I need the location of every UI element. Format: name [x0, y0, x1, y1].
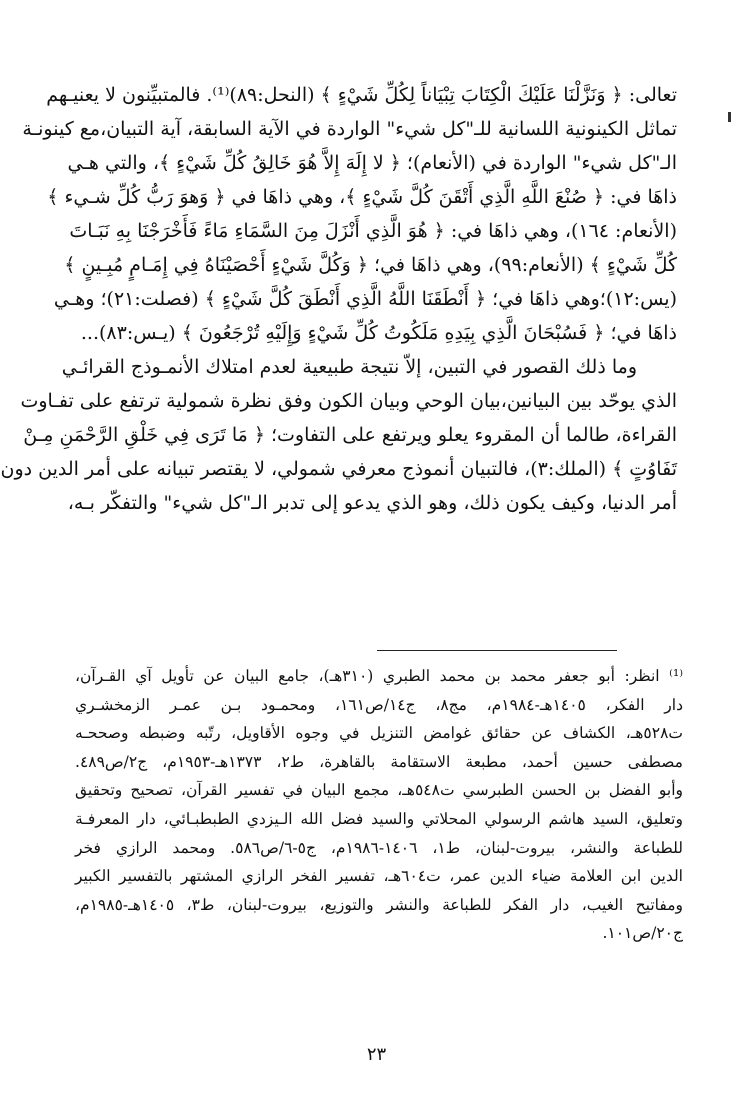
text-line: الذي يوحّد بين البيانين،بيان الوحي وبيان الكون وفق نظرة شمولية ترتفع على تفـاوت: [20, 390, 677, 412]
text-line: كُلِّ شَيْءٍ ﴾ (الأنعام:٩٩)، وهي ذاهَا في؛ ﴿ وَكُلَّ شَيْءٍ أَحْصَيْنَاهُ فِي إِمَـامٍ مُبِـينٍ ﴾: [64, 254, 677, 276]
text-line: تماثل الكينونية اللسانية للـ"كل شيء" الواردة في الآية السابقة، آية التبيان،مع كينونـة: [22, 118, 677, 140]
page-number: ٢٣: [366, 1044, 387, 1065]
footnote-line: الدين ابن العلامة ضياء الدين عمر، ت٦٠٤هـ، تفسير الفخر الرازي المشتهر بالتفسير الكبير: [75, 867, 683, 886]
footnote-line: ت٥٢٨هـ، الكشاف عن حقائق غوامض التنزيل في وجوه الأقاويل، رتّبه وضبطه وصححـه: [75, 724, 683, 743]
text-line: الـ"كل شيء" الواردة في (الأنعام)؛ ﴿ لا إِلَهَ إِلاَّ هُوَ خَالِقُ كُلِّ شَيْءٍ ﴾، والتي هـي: [67, 152, 677, 174]
footnote-line: ج٢٠/ص١٠١.: [602, 924, 683, 943]
footnote-line: ومفاتيح الغيب، دار الفكر للطباعة والنشر والتوزيع، بيروت-لبنان، ط٣، ١٤٠٥هـ-١٩٨٥م،: [75, 895, 683, 914]
footnote-line: للطباعة والنشر، بيروت-لبنان، ط١، ١٤٠٦-١٩٨٦م، ج٥-٦/ص٥٨٦. ومحمد الرازي فخر: [75, 838, 683, 857]
text-line: أمر الدنيا، وكيف يكون ذلك، وهو الذي يدعو إلى تدبر الـ"كل شيء" والتفكّر بـه،: [67, 492, 677, 514]
footnote-line: وأبو الفضل بن الحسن الطبرسي ت٥٤٨هـ، مجمع البيان في تفسير القرآن، تصحيح وتحقيق: [75, 781, 683, 800]
text-line: (يس:١٢)؛وهي ذاهَا في؛ ﴿ أَنْطَقَنَا اللَّهُ الَّذِي أَنْطَقَ كُلَّ شَيْءٍ ﴾ (فصلت:٢١)؛ وهـي: [53, 288, 677, 310]
text-line: تعالى: ﴿ وَنَزَّلْنَا عَلَيْكَ الْكِتَابَ تِبْيَاناً لِكُلِّ شَيْءٍ ﴾ (النحل:٨٩)⁽¹⁾. فالمتبيِّنون لا يعنيـهم: [46, 84, 677, 106]
text-line: تَفَاوُتٍ ﴾ (الملك:٣)، فالتبيان أنموذج معرفي شمولي، لا يقتصر تبيانه على أمر الدين دون: [0, 458, 677, 480]
margin-mark: [728, 112, 731, 122]
text-line: ذاهَا في؛ ﴿ فَسُبْحَانَ الَّذِي بِيَدِهِ مَلَكُوتُ كُلِّ شَيْءٍ وَإِلَيْهِ تُرْجَعُونَ ﴾ (يـس:٨٣)...: [80, 322, 677, 344]
text-line: (الأنعام: ١٦٤)، وهي ذاهَا في: ﴿ هُوَ الَّذِي أَنْزَلَ مِنَ السَّمَاءِ مَاءً فَأَخْرَجْنَا بِهِ نَبَـاتَ: [69, 220, 677, 242]
footnote-line: مصطفى حسين أحمد، مطبعة الاستقامة بالقاهرة، ط٢، ١٣٧٣هـ-١٩٥٣م، ج٢/ص٤٨٩.: [75, 752, 683, 771]
main-text: [0, 78, 677, 520]
footnote-separator: [377, 650, 617, 651]
footnote-line: دار الفكر، ١٤٠٥هـ-١٩٨٤م، مج٨، ج١٤/ص١٦١، ومحمـود بـن عمـر الزمخشـري: [75, 695, 683, 714]
footnote: [75, 662, 683, 948]
text-line: وما ذلك القصور في التبين، إلاّ نتيجة طبيعية لعدم امتلاك الأنمـوذج القرائـي: [61, 356, 637, 378]
footnote-line: ⁽¹⁾ انظر: أبو جعفر محمد بن محمد الطبري (٣١٠هـ)، جامع البيان عن تأويل آي القـرآن،: [75, 667, 683, 685]
footnote-line: وتعليق، السيد هاشم الرسولي المحلاتي والسيد فضل الله الـيزدي الطبطبـائي، دار المعرفـة: [75, 809, 683, 828]
text-line: ذاهَا في: ﴿ صُنْعَ اللَّهِ الَّذِي أَتْقَنَ كُلَّ شَيْءٍ ﴾، وهي ذاهَا في ﴿ وَهوَ رَبُّ كُلِّ شـيء ﴾: [47, 186, 677, 208]
text-line: القراءة، طالما أن المقروء يعلو ويرتفع على التفاوت؛ ﴿ مَا تَرَى فِي خَلْقِ الرَّحْمَنِ مِـنْ: [23, 424, 677, 446]
